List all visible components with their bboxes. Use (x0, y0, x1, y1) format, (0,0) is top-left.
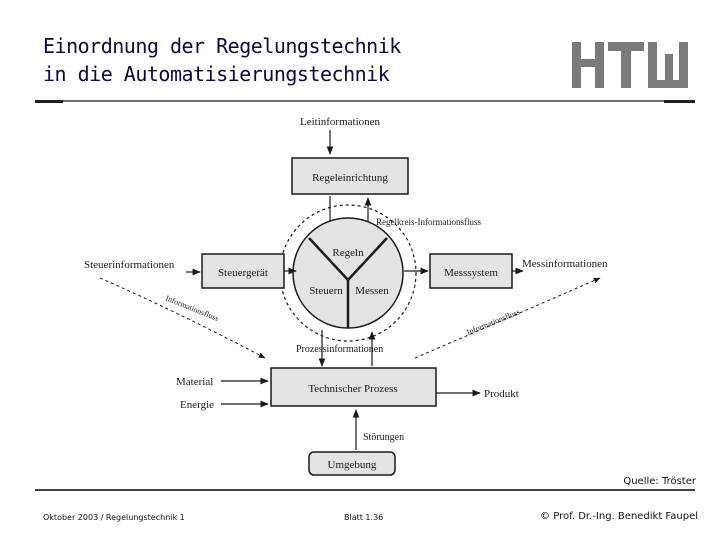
top-rule-accent-left (35, 100, 63, 103)
label-messen: Messen (355, 285, 389, 297)
title-line-2: in die Automatisierungstechnik (43, 62, 390, 86)
bottom-rule (35, 489, 695, 491)
footer-page: Blatt 1.36 (344, 513, 384, 522)
label-infofluss-left: Informationsfluss (164, 293, 220, 323)
label-messsystem: Messsystem (444, 267, 498, 279)
slide-title (43, 32, 401, 88)
top-rule-accent-right (664, 100, 695, 103)
title-line-1: Einordnung der Regelungstechnik (43, 34, 401, 58)
label-infofluss-right: Informationsfluss (465, 307, 522, 337)
label-prozessinformationen: Prozessinformationen (296, 344, 384, 355)
automation-diagram (60, 108, 640, 483)
label-leitinformationen: Leitinformationen (300, 116, 381, 128)
top-rule (35, 100, 695, 102)
label-steuergeraet: Steuergerät (218, 267, 268, 279)
footer-course: Oktober 2003 / Regelungstechnik 1 (43, 513, 185, 522)
curve-infofluss-left (100, 278, 265, 358)
footer-author: © Prof. Dr.-Ing. Benedikt Faupel (540, 511, 698, 522)
source-note: Quelle: Tröster (623, 476, 696, 487)
label-regeleinrichtung: Regeleinrichtung (312, 172, 388, 184)
label-regelkreis: Regelkreis-Informationsfluss (376, 217, 481, 227)
label-steuerinformationen: Steuerinformationen (84, 259, 175, 271)
label-energie: Energie (180, 399, 215, 411)
label-regeln: Regeln (332, 247, 364, 259)
label-umgebung: Umgebung (327, 459, 377, 471)
label-material: Material (176, 376, 214, 388)
label-steuern: Steuern (309, 285, 343, 297)
label-produkt: Produkt (484, 388, 519, 400)
htw-logo (568, 40, 692, 90)
label-messinformationen: Messinformationen (522, 258, 608, 270)
label-stoerungen: Störungen (363, 432, 405, 443)
label-technischer-prozess: Technischer Prozess (308, 383, 398, 395)
